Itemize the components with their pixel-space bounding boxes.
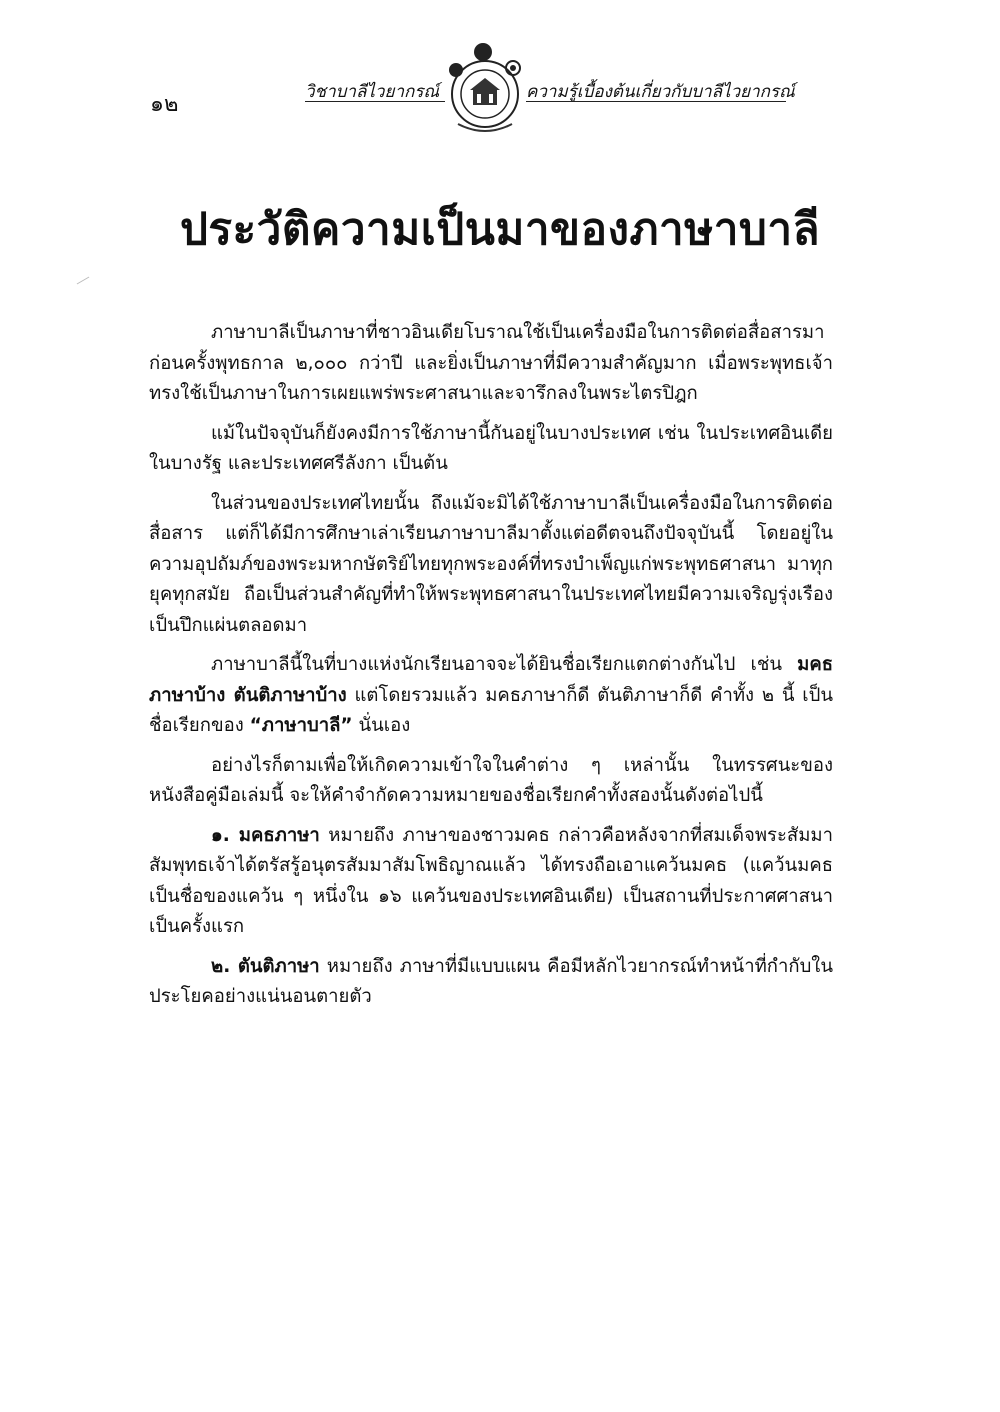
paragraph-5: อย่างไรก็ตามเพื่อให้เกิดความเข้าใจในคำต่าง ๆ เหล่านั้น ในทรรศนะของหนังสือคู่มือเล่มนี้ จะให้คำจำกัดความหมายของชื่อเรียกคำทั้งสองนั้นดังต่อไปนี้ xyxy=(149,754,833,806)
scan-mark xyxy=(77,277,90,285)
paragraph-4-bold-1: มคธภาษาบ้าง ตันติภาษาบ้าง xyxy=(149,654,833,706)
paragraph-1: ภาษาบาลีเป็นภาษาที่ชาวอินเดียโบราณใช้เป็นเครื่องมือในการติดต่อสื่อสารมาก่อนครั้งพุทธกาล ๒,๐๐๐ กว่าปี และยิ่งเป็นภาษาที่มีความสำคัญมาก เมื่อพระพุทธเจ้าทรงใช้เป็นภาษาในการเผยแพร่พระศาสนาและจารึกลงในพระไตรปิฎก xyxy=(149,322,833,404)
paragraph-4-text-3: นั่นเอง xyxy=(352,715,411,736)
definition-1-text: หมายถึง ภาษาของชาวมคธ กล่าวคือหลังจากที่สมเด็จพระสัมมาสัมพุทธเจ้าได้ตรัสรู้อนุตรสัมมาสัมโพธิญาณแล้ว ได้ทรงถือเอาแคว้นมคธ (แคว้นมคธเป็นชื่อของแคว้น ๆ หนึ่งใน ๑๖ แคว้นของประเทศอินเดีย) เป็นสถานที่ประกาศศาสนาเป็นครั้งแรก xyxy=(149,824,833,937)
page-number: ๑๒ xyxy=(150,92,179,117)
definition-1 xyxy=(149,821,833,943)
paragraph-3: ในส่วนของประเทศไทยนั้น ถึงแม้จะมิได้ใช้ภาษาบาลีเป็นเครื่องมือในการติดต่อสื่อสาร แต่ก็ได้มีการศึกษาเล่าเรียนภาษาบาลีมาตั้งแต่อดีตจนถึงปัจจุบันนี้ โดยอยู่ในความอุปถัมภ์ของพระมหากษัตริย์ไทยทุกพระองค์ที่ทรงบำเพ็ญแก่พระพุทธศาสนา มาทุกยุคทุกสมัย ถือเป็นส่วนสำคัญที่ทำให้พระพุทธศาสนาในประเทศไทยมีความเจริญรุ่งเรืองเป็นปึกแผ่นตลอดมา xyxy=(149,492,833,636)
page-header xyxy=(0,40,1000,140)
document-body xyxy=(149,318,833,1022)
header-right-rule xyxy=(526,101,786,102)
definition-1-term: ๑. มคธภาษา xyxy=(211,824,320,846)
definition-2-text: หมายถึง ภาษาที่มีแบบแผน คือมีหลักไวยากรณ์ทำหน้าที่กำกับในประโยคอย่างแน่นอนตายตัว xyxy=(149,955,833,1007)
paragraph-2: แม้ในปัจจุบันก็ยังคงมีการใช้ภาษานี้กันอยู่ในบางประเทศ เช่น ในประเทศอินเดียในบางรัฐ และประเทศศรีลังกา เป็นต้น xyxy=(149,422,833,474)
header-right-title: ความรู้เบื้องต้นเกี่ยวกับบาลีไวยากรณ์ xyxy=(526,82,795,102)
page-title: ประวัติความเป็นมาของภาษาบาลี xyxy=(179,204,821,255)
header-left-title: วิชาบาลีไวยากรณ์ xyxy=(305,82,440,102)
paragraph-4 xyxy=(149,650,833,742)
definition-2-term: ๒. ตันติภาษา xyxy=(211,955,320,977)
paragraph-4-text-1: ภาษาบาลีนี้ในที่บางแห่งนักเรียนอาจจะได้ยินชื่อเรียกแตกต่างกันไป เช่น xyxy=(211,654,798,675)
definition-2 xyxy=(149,952,833,1013)
paragraph-4-text-2: แต่โดยรวมแล้ว มคธภาษาก็ดี ตันติภาษาก็ดี คำทั้ง ๒ นี้ เป็นชื่อเรียกของ xyxy=(149,684,834,736)
paragraph-4-bold-2: “ภาษาบาลี” xyxy=(249,715,353,736)
institution-seal-icon xyxy=(440,40,530,140)
header-left-rule xyxy=(305,101,445,102)
